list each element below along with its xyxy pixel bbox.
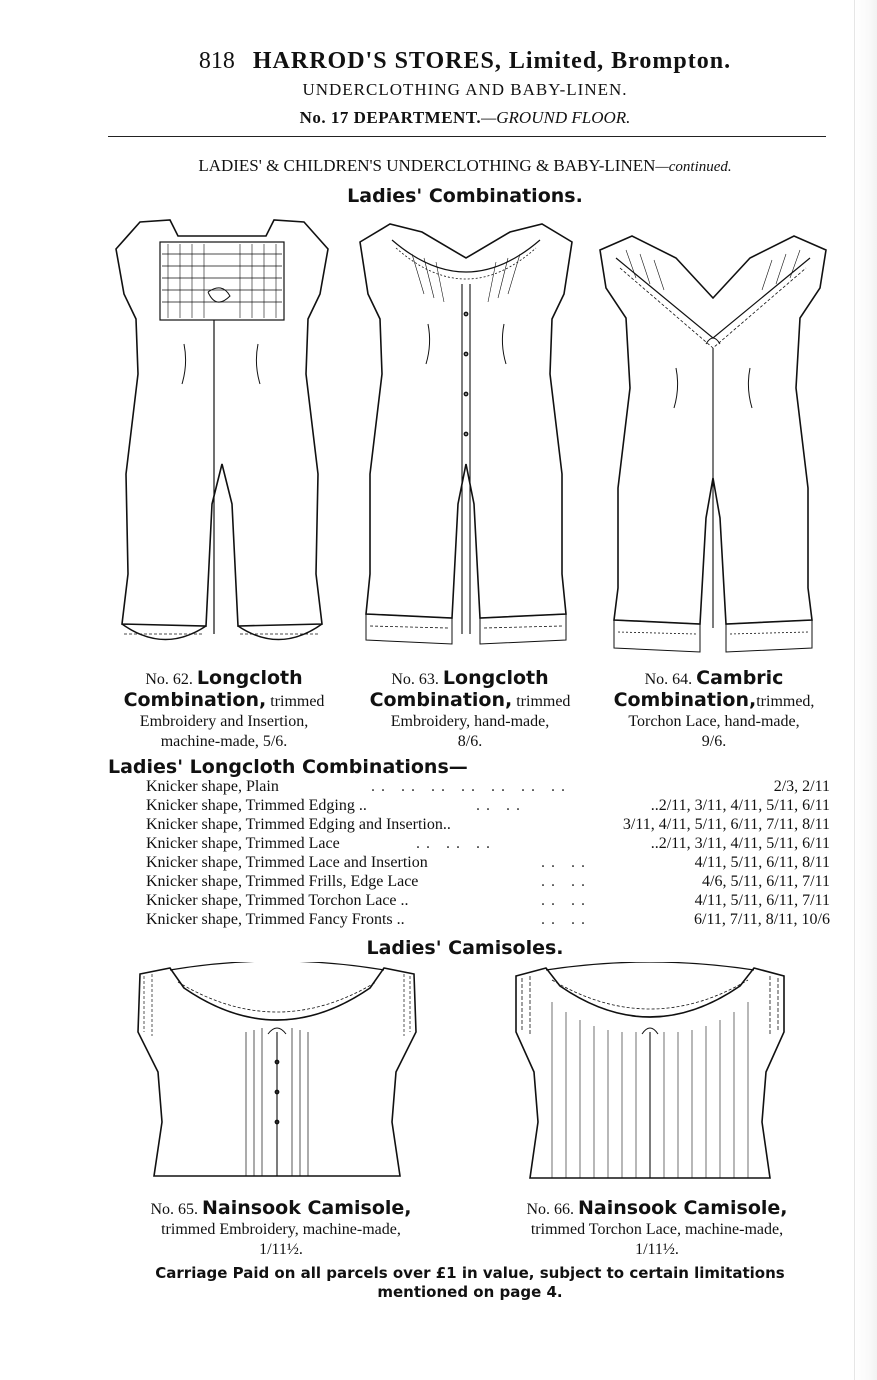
header-department-line bbox=[100, 106, 830, 130]
camisole-66-illustration bbox=[512, 962, 788, 1186]
item-trim: trimmed bbox=[270, 693, 325, 710]
camisole-65-caption bbox=[106, 1198, 456, 1260]
section-continued: —continued. bbox=[655, 159, 732, 175]
camisoles-heading: Ladies' Camisoles. bbox=[366, 937, 564, 959]
price-row-price: ..2/11, 3/11, 4/11, 5/11, 6/11 bbox=[650, 797, 830, 814]
item-price: 8/6. bbox=[457, 733, 483, 750]
price-row bbox=[146, 815, 830, 834]
longcloth-list-heading: Ladies' Longcloth Combinations— bbox=[108, 756, 468, 778]
combination-62-illustration bbox=[108, 214, 336, 658]
price-row-description: Knicker shape, Trimmed Lace bbox=[146, 835, 340, 852]
store-name: HARROD'S STORES, Limited, Brompton. bbox=[252, 48, 732, 74]
price-row-description: Knicker shape, Trimmed Lace and Insertion bbox=[146, 854, 428, 871]
page-number: 818 bbox=[198, 48, 235, 74]
longcloth-price-list bbox=[146, 777, 830, 929]
header-subtitle: UNDERCLOTHING AND BABY-LINEN. bbox=[302, 80, 628, 99]
item-price: 1/11½. bbox=[635, 1241, 679, 1258]
header-title-line bbox=[100, 46, 830, 76]
price-row bbox=[146, 853, 830, 872]
item-name: Nainsook Camisole, bbox=[202, 1197, 412, 1219]
item-number: No. 63. bbox=[391, 671, 439, 688]
price-row-description: Knicker shape, Trimmed Fancy Fronts .. bbox=[146, 911, 405, 928]
price-row-description: Knicker shape, Trimmed Frills, Edge Lace bbox=[146, 873, 419, 890]
item-name: Longcloth bbox=[442, 667, 549, 689]
item-number: No. 66. bbox=[526, 1201, 575, 1218]
item-trim: trimmed bbox=[516, 693, 571, 710]
item-trim: trimmed, bbox=[756, 693, 815, 710]
price-row-description: Knicker shape, Plain bbox=[146, 778, 279, 795]
torn-page-edge bbox=[854, 0, 877, 1380]
carriage-notice bbox=[90, 1264, 850, 1302]
price-row-price: 3/11, 4/11, 5/11, 6/11, 7/11, 8/11 bbox=[622, 816, 830, 833]
price-row-leader: .. .. bbox=[541, 892, 591, 909]
price-row-description: Knicker shape, Trimmed Torchon Lace .. bbox=[146, 892, 409, 909]
item-price: machine-made, 5/6. bbox=[160, 733, 288, 750]
item-name: Combination, bbox=[123, 689, 267, 711]
price-row-price: 4/11, 5/11, 6/11, 8/11 bbox=[694, 854, 830, 871]
camisole-66-caption bbox=[482, 1198, 832, 1260]
item-description: Torchon Lace, hand-made, bbox=[628, 713, 800, 730]
price-row-leader: .. .. bbox=[541, 854, 591, 871]
item-name: Cambric bbox=[696, 667, 784, 689]
price-row-price: 4/11, 5/11, 6/11, 7/11 bbox=[694, 892, 830, 909]
price-row bbox=[146, 777, 830, 796]
price-row-price: 2/3, 2/11 bbox=[773, 778, 830, 795]
item-number: No. 65. bbox=[150, 1201, 199, 1218]
price-row-leader: .. .. .. bbox=[416, 835, 496, 852]
item-name: Nainsook Camisole, bbox=[578, 1197, 788, 1219]
item-description: trimmed Torchon Lace, machine-made, bbox=[530, 1221, 784, 1238]
price-row-description: Knicker shape, Trimmed Edging .. bbox=[146, 797, 367, 814]
department-label: No. 17 DEPARTMENT. bbox=[299, 108, 482, 127]
page-header bbox=[100, 46, 830, 130]
item-description: Embroidery and Insertion, bbox=[139, 713, 309, 730]
item-name: Longcloth bbox=[196, 667, 303, 689]
item-price: 1/11½. bbox=[259, 1241, 303, 1258]
item-description: Embroidery, hand-made, bbox=[390, 713, 550, 730]
combination-62-caption bbox=[104, 668, 344, 752]
price-row-price: 4/6, 5/11, 6/11, 7/11 bbox=[702, 873, 830, 890]
combinations-heading: Ladies' Combinations. bbox=[347, 185, 583, 207]
price-row-leader: .. .. bbox=[476, 797, 526, 814]
price-row-price: ..2/11, 3/11, 4/11, 5/11, 6/11 bbox=[650, 835, 830, 852]
item-number: No. 62. bbox=[145, 671, 193, 688]
price-row bbox=[146, 796, 830, 815]
camisole-65-illustration bbox=[134, 962, 420, 1186]
section-title: LADIES' & CHILDREN'S UNDERCLOTHING & BABY-LINEN bbox=[198, 156, 656, 175]
item-name: Combination, bbox=[369, 689, 513, 711]
price-row bbox=[146, 891, 830, 910]
price-row-leader: .. .. bbox=[541, 911, 591, 928]
item-price: 9/6. bbox=[701, 733, 727, 750]
section-title-line bbox=[100, 155, 830, 178]
price-row-price: 6/11, 7/11, 8/11, 10/6 bbox=[694, 911, 830, 928]
header-rule bbox=[108, 136, 826, 137]
price-row bbox=[146, 834, 830, 853]
price-row-leader: .. .. bbox=[541, 873, 591, 890]
item-name: Combination, bbox=[613, 689, 757, 711]
carriage-notice-line1: Carriage Paid on all parcels over £1 in value, subject to certain limitations bbox=[155, 1264, 785, 1282]
price-row-description: Knicker shape, Trimmed Edging and Insertion.. bbox=[146, 816, 451, 833]
price-row-leader: .. .. .. .. .. .. .. bbox=[371, 778, 571, 795]
combination-64-illustration bbox=[596, 228, 830, 658]
floor-label: —GROUND FLOOR. bbox=[481, 108, 631, 127]
combination-64-caption bbox=[594, 668, 834, 752]
combination-63-illustration bbox=[352, 214, 580, 658]
price-row bbox=[146, 910, 830, 929]
item-number: No. 64. bbox=[644, 671, 693, 688]
carriage-notice-line2: mentioned on page 4. bbox=[377, 1283, 563, 1301]
price-row bbox=[146, 872, 830, 891]
item-description: trimmed Embroidery, machine-made, bbox=[161, 1221, 401, 1238]
combination-63-caption bbox=[350, 668, 590, 752]
